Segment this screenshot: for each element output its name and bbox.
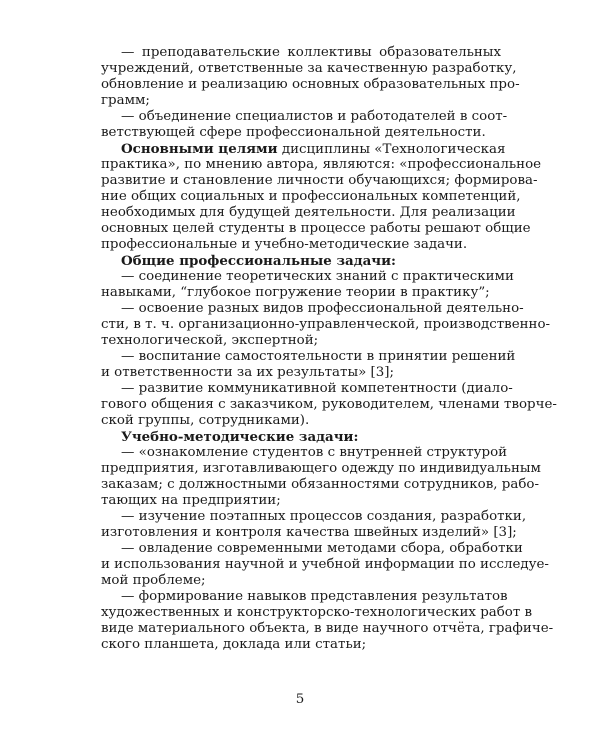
text-line: — формирование навыков представления результатов — [121, 589, 508, 604]
text-line: заказам; с должностными обязанностями сотрудников, рабо- — [101, 477, 539, 492]
text-line: предприятия, изготавливающего одежду по индивидуальным — [101, 461, 541, 476]
text-line: — воспитание самостоятельности в принятии решений — [121, 349, 516, 364]
bold-heading: Основными целями — [121, 141, 278, 157]
text-line: основных целей студенты в процессе работы решают общие — [101, 221, 531, 236]
text-line: — изучение поэтапных процессов создания, разработки, — [121, 509, 527, 524]
text-line: грамм; — [101, 93, 150, 108]
text-line: сти, в т. ч. организационно-управленческой, производственно- — [101, 317, 551, 332]
text-line: развитие и становление личности обучающихся; формирова- — [101, 173, 538, 188]
section-heading: Учебно-методические задачи: — [121, 429, 359, 445]
text-line: обновление и реализацию основных образовательных про- — [101, 77, 520, 92]
text-line: — «ознакомление студентов с внутренней структурой — [121, 445, 508, 460]
text-line: технологической, экспертной; — [101, 333, 319, 348]
text-line: виде материального объекта, в виде научного отчёта, графиче- — [101, 621, 554, 636]
section-heading: Общие профессиональные задачи: — [121, 253, 396, 269]
text-line: изготовления и контроля качества швейных изделий» [3]; — [101, 525, 517, 540]
text-line: гового общения с заказчиком, руководителем, членами творче- — [101, 397, 557, 412]
text-line: и использования научной и учебной информации по исследуе- — [101, 557, 549, 572]
text-line: — преподавательские коллективы образовательных — [121, 45, 501, 60]
text-line: — объединение специалистов и работодателей в соот- — [121, 109, 508, 124]
text-line: ского планшета, доклада или статьи; — [101, 637, 367, 652]
text-run: дисциплины «Технологическая — [281, 142, 506, 157]
text-line: ние общих социальных и профессиональных компетенций, — [101, 189, 521, 204]
text-line: — овладение современными методами сбора, обработки — [121, 541, 523, 556]
text-line: ветствующей сфере профессиональной деятельности. — [101, 125, 486, 140]
text-line: мой проблеме; — [101, 573, 206, 588]
text-line: — освоение разных видов профессиональной деятельно- — [121, 301, 524, 316]
text-line: учреждений, ответственные за качественную разработку, — [101, 61, 517, 76]
text-line: — развитие коммуникативной компетентности (диало- — [121, 381, 513, 396]
text-line: — соединение теоретических знаний с практическими — [121, 269, 514, 284]
text-line — [121, 141, 506, 157]
text-line: навыками, “глубокое погружение теории в практику”; — [101, 285, 490, 300]
text-line: и ответственности за их результаты» [3]; — [101, 365, 395, 380]
text-line: тающих на предприятии; — [101, 493, 281, 508]
text-line: ской группы, сотрудниками). — [101, 413, 310, 428]
page-number: 5 — [295, 692, 305, 707]
text-line: художественных и конструкторско-технологических работ в — [101, 605, 533, 620]
text-line: практика», по мнению автора, являются: «профессиональное — [101, 157, 542, 172]
text-line: профессиональные и учебно-методические задачи. — [101, 237, 468, 252]
text-line: необходимых для будущей деятельности. Для реализации — [101, 205, 516, 220]
